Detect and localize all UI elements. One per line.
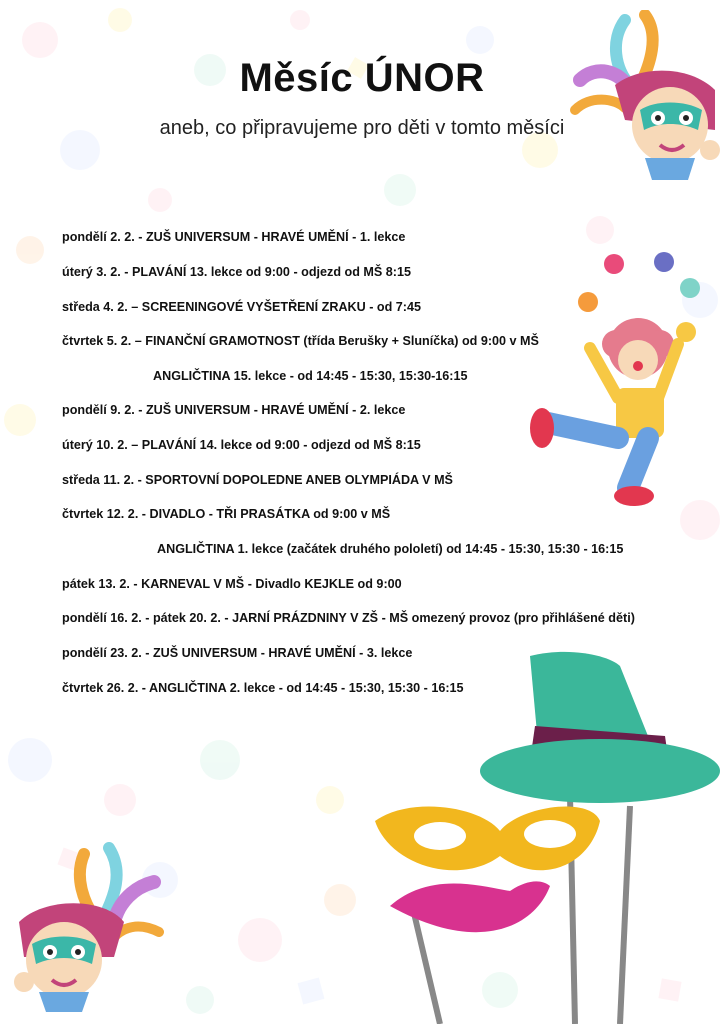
schedule-item: čtvrtek 12. 2. - DIVADLO - TŘI PRASÁTKA od 9:00 v MŠ	[62, 507, 391, 521]
schedule-item: pátek 13. 2. - KARNEVAL V MŠ - Divadlo KEJKLE od 9:00	[62, 577, 402, 591]
schedule-item: úterý 3. 2. - PLAVÁNÍ 13. lekce od 9:00 - odjezd od MŠ 8:15	[62, 265, 411, 279]
schedule-item: pondělí 2. 2. - ZUŠ UNIVERSUM - HRAVÉ UMĚNÍ - 1. lekce	[62, 230, 406, 244]
schedule-item-continuation: ANGLIČTINA 1. lekce (začátek druhého pololetí) od 14:45 - 15:30, 15:30 - 16:15	[157, 542, 624, 556]
schedule-item: středa 11. 2. - SPORTOVNÍ DOPOLEDNE ANEB OLYMPIÁDA V MŠ	[62, 473, 453, 487]
jester-illustration-bottom	[14, 842, 164, 1012]
schedule-item: pondělí 9. 2. - ZUŠ UNIVERSUM - HRAVÉ UMĚNÍ - 2. lekce	[62, 403, 406, 417]
carnival-props-illustration	[370, 646, 722, 1024]
schedule-item: čtvrtek 26. 2. - ANGLIČTINA 2. lekce - od 14:45 - 15:30, 15:30 - 16:15	[62, 681, 464, 695]
schedule-item: středa 4. 2. – SCREENINGOVÉ VYŠETŘENÍ ZRAKU - od 7:45	[62, 300, 422, 314]
schedule-item: pondělí 16. 2. - pátek 20. 2. - JARNÍ PRÁZDNINY V ZŠ - MŠ omezený provoz (pro přihlášené děti)	[62, 611, 635, 625]
page-title: Měsíc ÚNOR	[239, 56, 485, 100]
schedule-item: čtvrtek 5. 2. – FINANČNÍ GRAMOTNOST (třída Berušky + Sluníčka) od 9:00 v MŠ	[62, 334, 539, 348]
schedule-item: úterý 10. 2. – PLAVÁNÍ 14. lekce od 9:00 - odjezd od MŠ 8:15	[62, 438, 421, 452]
schedule-item-continuation: ANGLIČTINA 15. lekce - od 14:45 - 15:30, 15:30-16:15	[153, 369, 468, 383]
page-subtitle: aneb, co připravujeme pro děti v tomto měsíci	[159, 117, 565, 139]
schedule-item: pondělí 23. 2. - ZUŠ UNIVERSUM - HRAVÉ UMĚNÍ - 3. lekce	[62, 646, 413, 660]
clown-illustration	[528, 248, 704, 510]
